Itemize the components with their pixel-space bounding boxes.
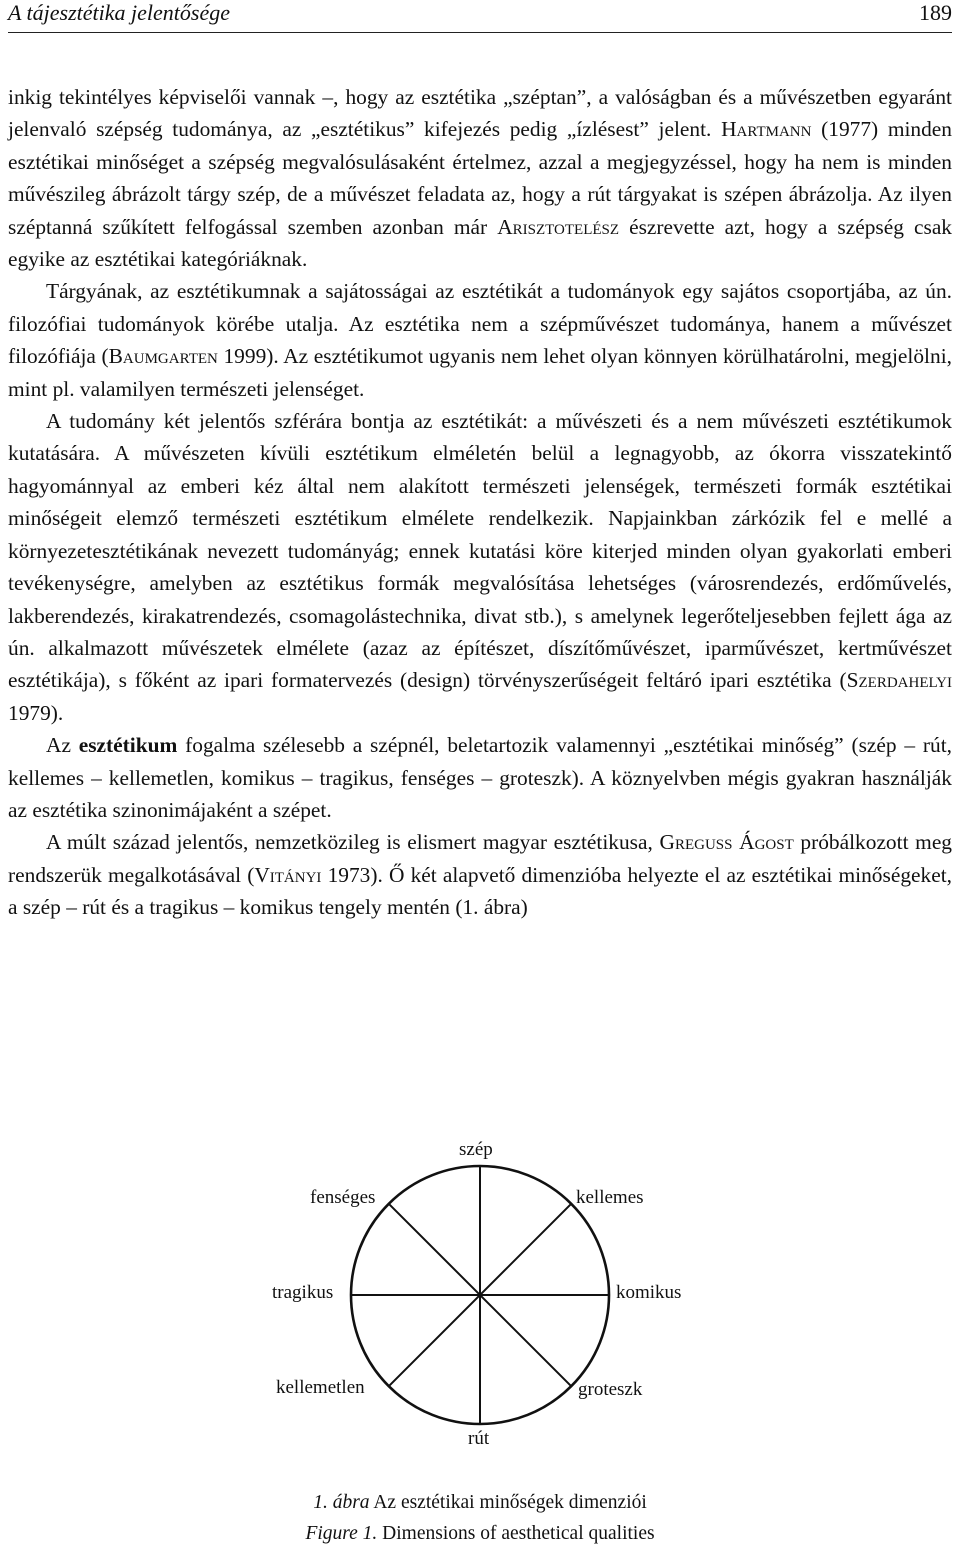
text-run: észrevette azt, hogy a szépség csak egyike az esztétikai kategóriáknak. [8, 214, 953, 272]
paragraph-2 [8, 275, 952, 405]
running-title: A tájesztétika jelentősége [8, 0, 230, 25]
label-tragikus: tragikus [272, 1282, 334, 1303]
author-name: Vitányi [254, 862, 322, 887]
figure-caption-hungarian [0, 1491, 960, 1515]
text-run: Tárgyának, az esztétikumnak a sajátosságai az esztétikát a tudományok egy sajátos csoportjába, az ún. filozófiai tudományok körébe utalja. Az esztétika nem a szépművészet tudománya, hanem a művészet filozófiája ( [8, 279, 952, 369]
author-name: Szerdahelyi [846, 668, 952, 693]
text-run: fogalma szélesebb a szépnél, beletartozik valamennyi „esztétikai minőség” (szép – rút, kellemes – kellemetlen, komikus – tragikus, fenséges – groteszk). A köznyelvben mégis gyakran használják az esztétika szinonimájaként a szépet. [8, 733, 952, 822]
paragraph-4 [8, 729, 952, 826]
label-komikus: komikus [616, 1282, 682, 1303]
paragraph-1 [8, 81, 952, 275]
text-run: 1999). Az esztétikumot ugyanis nem lehet olyan könnyen körülhatárolni, megjelölni, mint pl. valamilyen természeti jelenséget. [8, 344, 952, 401]
aesthetic-wheel-diagram [0, 1130, 960, 1470]
page-number: 189 [919, 0, 952, 25]
label-groteszk: groteszk [578, 1379, 643, 1400]
bold-term: esztétikum [78, 733, 178, 758]
caption-label: 1. ábra [313, 1492, 370, 1513]
label-kellemetlen: kellemetlen [276, 1377, 365, 1398]
text-run: inkig tekintélyes képviselői vannak –, hogy az esztétika „széptan”, a valóságban és a művészetben egyaránt jelenvaló szépség tudománya, az „esztétikus” kifejezés pedig „ízlésest” jelent. [8, 85, 952, 142]
paragraph-5 [8, 826, 952, 923]
paragraph-3 [8, 405, 952, 729]
figure-caption-english [0, 1522, 960, 1546]
author-name: Baumgarten [108, 344, 218, 369]
label-fenseges: fenséges [310, 1187, 376, 1208]
text-run: próbálkozott meg rendszerük megalkotásával ( [8, 830, 953, 887]
label-kellemes: kellemes [576, 1187, 644, 1208]
text-run: (1977) minden esztétikai minőséget a szépség megvalósulásaként értelmez, azzal a megjegyzéssel, hogy ha nem is minden művészileg ábrázolt tárgy szép, de a művészet feladata az, hogy a rút tárgyakat is szépen ábrázolja. Az ilyen széptanná szűkített felfogással szemben azonban már [8, 117, 952, 239]
label-szep: szép [459, 1139, 493, 1160]
body-text [8, 81, 952, 924]
caption-text: Dimensions of aesthetical qualities [377, 1523, 655, 1544]
author-name: Arisztotelész [497, 214, 620, 239]
label-rut: rút [468, 1428, 490, 1449]
figure-aesthetic-dimensions [0, 1130, 960, 1470]
author-name: Greguss Ágost [659, 830, 794, 855]
caption-label: Figure 1. [305, 1523, 378, 1544]
text-run: A tudomány két jelentős szférára bontja az esztétikát: a művészeti és a nem művészeti esztétikumok kutatására. A művészeten kívüli esztétikum elméletén belül a legnagyobb, az ókorra visszatekintő hagyománnyal az emberi kéz által nem alakított természeti jelenségek, természeti formák esztétikai minőségeit elemző természeti esztétikum elmélete rendelkezik. Napjainkban zárkózik fel e mellé a környezetesztétikának nevezett tudományág; ennek kutatási köre kiterjed minden olyan gyakorlati emberi tevékenységre, amelyben az esztétikus formák megvalósítása lehetséges (városrendezés, erdőművelés, lakberendezés, kirakatrendezés, csomagolástechnika, divat stb.), s amelynek legerőteljesebben fejlett ága az ún. alkalmazott művészetek elmélete (azaz az építészet, díszítőművészet, iparművészet, kertművészet esztétikája), s főként az ipari formatervezés (design) törvényszerűségeit feltáró ipari esztétika ( [8, 409, 952, 693]
text-run: 1973). Ő két alapvető dimenzióba helyezte el az esztétikai minőségeket, a szép – rút és a tragikus – komikus tengely mentén (1. ábra) [8, 862, 952, 920]
text-run: 1979). [8, 700, 64, 725]
caption-text: Az esztétikai minőségek dimenziói [369, 1492, 647, 1513]
running-header [8, 0, 952, 33]
text-run: Az [46, 733, 79, 758]
author-name: Hartmann [721, 117, 812, 142]
text-run: A múlt század jelentős, nemzetközileg is elismert magyar esztétikusa, [46, 830, 660, 855]
